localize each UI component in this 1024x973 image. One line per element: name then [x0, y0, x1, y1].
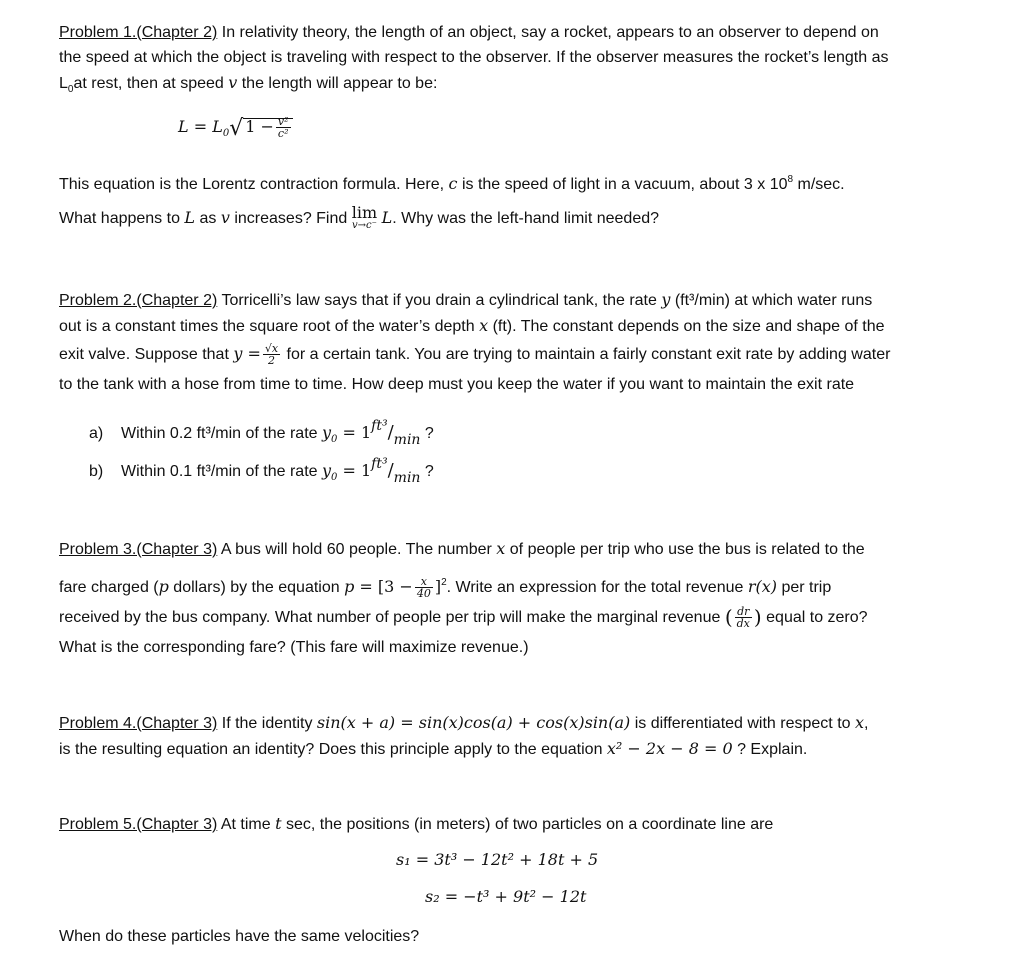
- p2-b-unit-bot: min: [393, 470, 421, 486]
- p1-L: L: [184, 208, 196, 227]
- p1-t3c: increases? Find: [229, 210, 352, 227]
- p3-line-2: [59, 570, 969, 600]
- p5-s2: s₂ = −t³ + 9t² − 12t: [425, 887, 587, 906]
- p3-eq-sup: 2: [441, 577, 447, 588]
- p2-frac-den: 2: [267, 354, 275, 368]
- p3-line-2-block: [59, 570, 969, 600]
- p3-dr-den: dx: [736, 617, 750, 631]
- p1-line-1: [59, 20, 969, 45]
- sqrt-symbol: √: [229, 116, 244, 141]
- p3-eq-frac: [415, 576, 433, 599]
- eq-frac-den: c²: [277, 127, 289, 141]
- p2-line-3: [59, 341, 969, 367]
- p1-t3b: as: [195, 210, 221, 227]
- p2-line-2: [59, 313, 969, 339]
- p3-t1a: A bus will hold 60 people. The number: [217, 541, 497, 558]
- p3-line-1: [59, 536, 969, 562]
- p2-b-slash: /: [387, 460, 394, 481]
- p4-heading: Problem 4.(Chapter 3): [59, 715, 218, 732]
- eq-lhs: L = L: [178, 117, 223, 136]
- p5-s1: s₁ = 3t³ − 12t² + 18t + 5: [396, 850, 599, 869]
- p5-t: t: [275, 814, 282, 833]
- limit-expr: [352, 205, 377, 231]
- p2-frac-num: √x: [264, 342, 279, 356]
- p2-a-unit-bot: min: [393, 432, 421, 448]
- p2-line-1: [59, 287, 969, 313]
- p3-eq-den: 40: [416, 587, 431, 601]
- p3-heading: Problem 3.(Chapter 3): [59, 541, 218, 558]
- p3-eq-open: [3 −: [377, 577, 413, 596]
- p2-b-sub: 0: [331, 472, 338, 483]
- p2-t1a: Torricelli’s law says that if you drain a cylindrical tank, the rate: [217, 292, 662, 309]
- problem-3: [59, 536, 969, 562]
- p1-t2a: This equation is the Lorentz contraction formula. Here,: [59, 176, 449, 193]
- p3-eq-num: x: [415, 576, 433, 588]
- p1-t3a: What happens to: [59, 210, 185, 227]
- p5-line-1: [59, 811, 969, 837]
- p2-a-text: Within 0.2 ft³/min of the rate: [121, 425, 322, 442]
- p2-b-label: b): [89, 463, 104, 480]
- p2-y: y: [661, 290, 671, 309]
- p3-p: p: [158, 577, 169, 596]
- p2-t2b: (ft). The constant depends on the size and shape of the: [488, 318, 885, 335]
- p4-t1b: is differentiated with respect to: [630, 715, 855, 732]
- p2-b-y: y: [321, 461, 332, 480]
- p2-t1b: (ft³/min) at which water runs: [670, 292, 873, 309]
- p3-t3a: received by the bus company. What number of people per trip will make the marginal revenue: [59, 609, 725, 626]
- p2-b-eq: = 1: [337, 461, 372, 480]
- p1-c: c: [448, 174, 458, 193]
- p1-t2d: m/sec.: [793, 176, 845, 193]
- p4-x: x: [854, 713, 865, 732]
- p1-line-4: [59, 167, 969, 197]
- p3-eq-p: p =: [344, 577, 378, 596]
- p2-part-a: [89, 418, 434, 448]
- p3-dr-num: dr: [735, 606, 752, 618]
- p5-question: When do these particles have the same velocities?: [59, 928, 420, 945]
- p3-dr-frac: [735, 606, 752, 629]
- p3-rx: r(x): [747, 577, 777, 596]
- p2-t2a: out is a constant times the square root of the water’s depth: [59, 318, 480, 335]
- lim: lim: [351, 203, 378, 222]
- p2-t3a: exit valve. Suppose that: [59, 346, 234, 363]
- eq-frac-num: v²: [277, 115, 289, 129]
- problem-4: [59, 710, 969, 762]
- p1-line-3: [59, 70, 969, 102]
- p2-frac: [263, 343, 280, 366]
- p2-a-y: y: [321, 423, 332, 442]
- p3-t2b: dollars) by the equation: [168, 579, 345, 596]
- p3-x: x: [496, 539, 506, 558]
- p1-heading: Problem 1.(Chapter 2): [59, 24, 218, 41]
- p2-line-3-block: [59, 341, 969, 367]
- p2-a-label: a): [89, 425, 104, 442]
- p1-line-5: [59, 205, 969, 231]
- eq-frac: [276, 116, 291, 139]
- p2-b-text: Within 0.1 ft³/min of the rate: [121, 463, 322, 480]
- p3-eq-close: ]: [434, 577, 442, 596]
- p1-line-2: the speed at which the object is traveling with respect to the observer. If the observer measures the rocket’s length as: [59, 49, 889, 66]
- p4-line-2: [59, 736, 969, 762]
- p4-t1c: ,: [864, 715, 869, 732]
- p5-t1b: sec, the positions (in meters) of two particles on a coordinate line are: [281, 816, 774, 833]
- lim-sub: v→c⁻: [351, 220, 377, 231]
- paren-open: (: [724, 605, 733, 629]
- p1-l0-sub: 0: [67, 84, 74, 95]
- p1-text-2: [59, 167, 969, 197]
- p1-text-3: [59, 205, 969, 231]
- p5-heading: Problem 5.(Chapter 3): [59, 816, 218, 833]
- p2-t3b: for a certain tank. You are trying to maintain a fairly constant exit rate by adding water: [282, 346, 891, 363]
- paren-close: ): [753, 605, 762, 629]
- p3-t3b: equal to zero?: [761, 609, 868, 626]
- p2-b-unit-top: ft³: [371, 456, 388, 472]
- p4-line-1: [59, 710, 969, 736]
- problem-5: [59, 811, 969, 837]
- p3-line-4-block: [59, 635, 969, 660]
- lim-L: L: [381, 208, 393, 227]
- p3-t2c: . Write an expression for the total revenue: [446, 579, 748, 596]
- p1-v2: v: [220, 208, 230, 227]
- p4-t2a: is the resulting equation an identity? Does this principle apply to the equation: [59, 741, 607, 758]
- p5-t1a: At time: [217, 816, 276, 833]
- p1-sup: 8: [787, 174, 794, 185]
- p1-text: In relativity theory, the length of an object, say a rocket, appears to an observer to depend on: [217, 24, 879, 41]
- p1-v: v: [228, 73, 238, 92]
- p1-text-c: the length will appear to be:: [237, 75, 438, 92]
- p2-b-q: ?: [420, 463, 434, 480]
- problem-1: [59, 20, 969, 102]
- p2-a-eq: = 1: [337, 423, 372, 442]
- p1-text-b: at rest, then at speed: [73, 75, 229, 92]
- p1-t3d: . Why was the left-hand limit needed?: [392, 210, 660, 227]
- p2-a-q: ?: [420, 425, 434, 442]
- p3-line-4: What is the corresponding fare? (This fare will maximize revenue.): [59, 639, 529, 656]
- sqrt-body: [243, 115, 292, 141]
- p3-t1b: of people per trip who use the bus is related to the: [505, 541, 865, 558]
- p4-identity: sin(x + a) = sin(x)cos(a) + cos(x)sin(a): [316, 713, 631, 732]
- p4-t1a: If the identity: [217, 715, 317, 732]
- p1-l0: L: [59, 75, 68, 92]
- p2-a-sub: 0: [331, 434, 338, 445]
- p5-question-block: [59, 924, 969, 949]
- p2-line-4: to the tank with a hose from time to time. How deep must you keep the water if you want to maintain the exit rate: [59, 376, 855, 393]
- p2-line-4-block: [59, 372, 969, 397]
- p4-eq: x² − 2x − 8 = 0: [606, 739, 733, 758]
- p3-line-3-block: [59, 605, 969, 630]
- problem-2: [59, 287, 969, 339]
- lorentz-equation: [178, 116, 293, 141]
- p3-t2a: fare charged (: [59, 579, 159, 596]
- p2-heading: Problem 2.(Chapter 2): [59, 292, 218, 309]
- p3-t2d: per trip: [777, 579, 832, 596]
- p4-t2b: ? Explain.: [732, 741, 808, 758]
- eq-sub: 0: [222, 128, 230, 139]
- p2-x: x: [479, 316, 489, 335]
- p2-a-slash: /: [387, 422, 394, 443]
- p2-a-unit-top: ft³: [371, 418, 388, 434]
- p2-eq: y =: [233, 344, 261, 363]
- p3-line-3: [59, 605, 969, 630]
- p1-t2b: is the speed of light in a vacuum, about 3 x 10: [457, 176, 788, 193]
- p2-part-b: [89, 456, 434, 486]
- eq-one: 1 −: [245, 117, 274, 136]
